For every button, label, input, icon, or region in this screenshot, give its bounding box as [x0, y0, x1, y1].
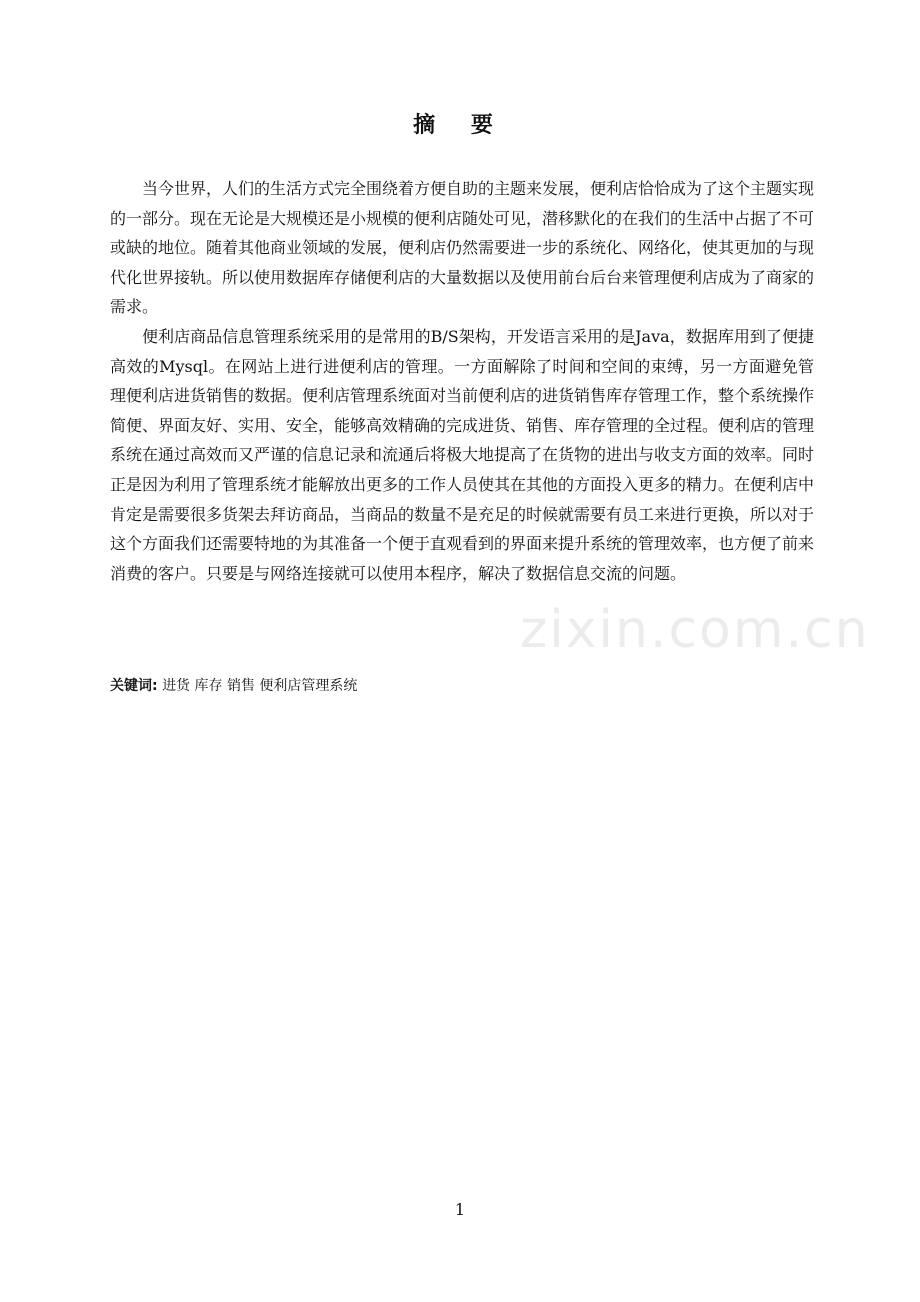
- abstract-paragraph-1: 当今世界，人们的生活方式完全围绕着方便自助的主题来发展，便利店恰恰成为了这个主题实现的一部分。现在无论是大规模还是小规模的便利店随处可见，潜移默化的在我们的生活中占据了不可或缺的地位。随着其他商业领域的发展，便利店仍然需要进一步的系统化、网络化，使其更加的与现代化世界接轨。所以使用数据库存储便利店的大量数据以及使用前台后台来管理便利店成为了商家的需求。: [110, 179, 815, 317]
- page-number: 1: [454, 1200, 466, 1219]
- keywords-value: 进货 库存 销售 便利店管理系统: [162, 678, 358, 694]
- abstract-body: [110, 174, 814, 588]
- keywords-line: [110, 674, 814, 698]
- abstract-paragraph-2: 便利店商品信息管理系统采用的是常用的B/S架构，开发语言采用的是Java，数据库用到了便捷高效的Mysql。在网站上进行进便利店的管理。一方面解除了时间和空间的束缚，另一方面避免管理便利店进货销售的数据。便利店管理系统面对当前便利店的进货销售库存管理工作，整个系统操作简便、界面友好、实用、安全，能够高效精确的完成进货、销售、库存管理的全过程。便利店的管理系统在通过高效而又严谨的信息记录和流通后将极大地提高了在货物的进出与收支方面的效率。同时正是因为利用了管理系统才能解放出更多的工作人员使其在其他的方面投入更多的精力。在便利店中肯定是需要很多货架去拜访商品，当商品的数量不是充足的时候就需要有员工来进行更换，所以对于这个方面我们还需要特地的为其准备一个便于直观看到的界面来提升系统的管理效率，也方便了前来消费的客户。只要是与网络连接就可以使用本程序，解决了数据信息交流的问题。: [110, 326, 815, 583]
- page-title: 摘 要: [413, 113, 507, 138]
- watermark: zixin.com.cn: [520, 600, 870, 660]
- keywords-label: 关键词:: [110, 678, 158, 694]
